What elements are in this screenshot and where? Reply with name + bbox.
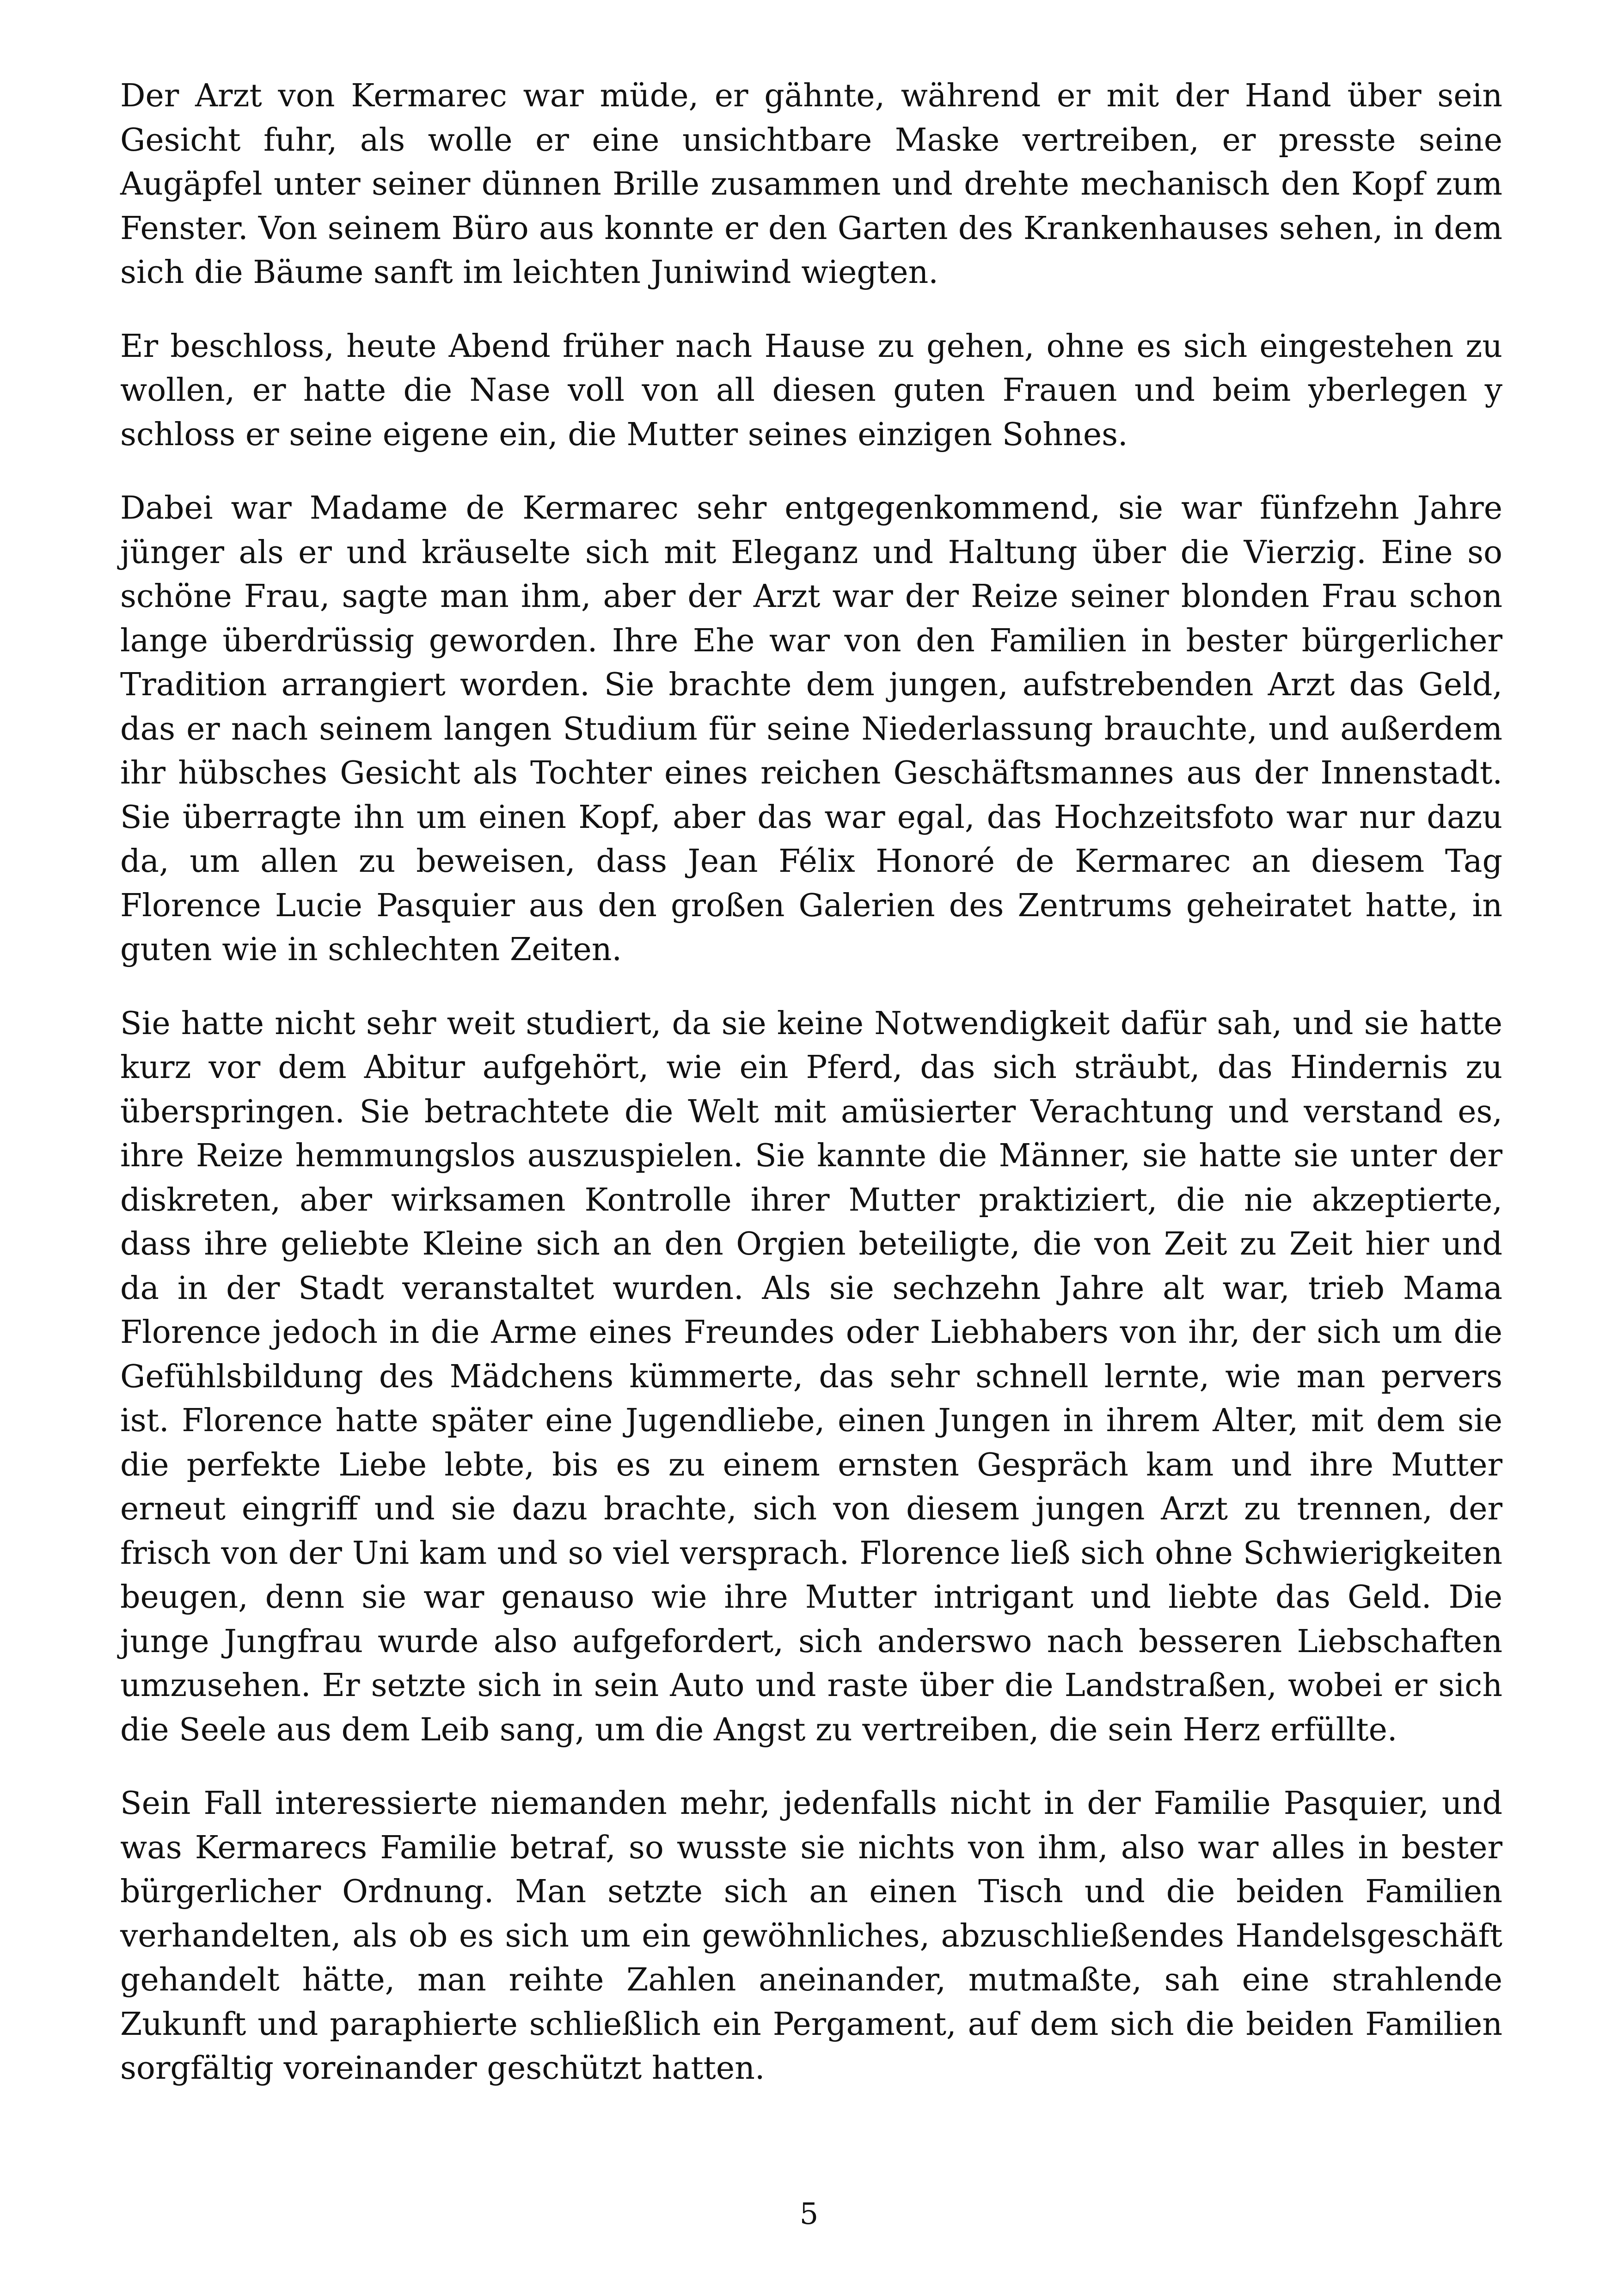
paragraph-4: Sie hatte nicht sehr weit studiert, da sie keine Notwendigkeit dafür sah, und sie hatte kurz vor dem Abitur aufgehört, wie ein Pferd, das sich sträubt, das Hindernis zu überspringen. Sie betrachtete die Welt mit amüsierter Verachtung und verstand es, ihre Reize hemmungslos auszuspielen. Sie kannte die Männer, sie hatte sie unter der diskreten, aber wirksamen Kontrolle ihrer Mutter praktiziert, die nie akzeptierte, dass ihre geliebte Kleine sich an den Orgien beteiligte, die von Zeit zu Zeit hier und da in der Stadt veranstaltet wurden. Als sie sechzehn Jahre alt war, trieb Mama Florence jedoch in die Arme eines Freundes oder Liebhabers von ihr, der sich um die Gefühlsbildung des Mädchens kümmerte, das sehr schnell lernte, wie man pervers ist. Florence hatte später eine Jugendliebe, einen Jungen in ihrem Alter, mit dem sie die perfekte Liebe lebte, bis es zu einem ernsten Gespräch kam und ihre Mutter erneut eingriff und sie dazu brachte, sich von diesem jungen Arzt zu trennen, der frisch von der Uni kam und so viel versprach. Florence ließ sich ohne Schwierigkeiten beugen, denn sie war genauso wie ihre Mutter intrigant und liebte das Geld. Die junge Jungfrau wurde also aufgefordert, sich anderswo nach besseren Liebschaften umzusehen. Er setzte sich in sein Auto und raste über die Landstraßen, wobei er sich die Seele aus dem Leib sang, um die Angst zu vertreiben, die sein Herz erfüllte.	[120, 1005, 1502, 1748]
paragraph-3: Dabei war Madame de Kermarec sehr entgegenkommend, sie war fünfzehn Jahre jünger als er und kräuselte sich mit Eleganz und Haltung über die Vierzig. Eine so schöne Frau, sagte man ihm, aber der Arzt war der Reize seiner blonden Frau schon lange überdrüssig geworden. Ihre Ehe war von den Familien in bester bürgerlicher Tradition arrangiert worden. Sie brachte dem jungen, aufstrebenden Arzt das Geld, das er nach seinem langen Studium für seine Niederlassung brauchte, und außerdem ihr hübsches Gesicht als Tochter eines reichen Geschäftsmannes aus der Innenstadt. Sie überragte ihn um einen Kopf, aber das war egal, das Hochzeitsfoto war nur dazu da, um allen zu beweisen, dass Jean Félix Honoré de Kermarec an diesem Tag Florence Lucie Pasquier aus den großen Galerien des Zentrums geheiratet hatte, in guten wie in schlechten Zeiten.	[120, 490, 1502, 968]
paragraph-1: Der Arzt von Kermarec war müde, er gähnte, während er mit der Hand über sein Gesicht fuhr, als wolle er eine unsichtbare Maske vertreiben, er presste seine Augäpfel unter seiner dünnen Brille zusammen und drehte mechanisch den Kopf zum Fenster. Von seinem Büro aus konnte er den Garten des Krankenhauses sehen, in dem sich die Bäume sanft im leichten Juniwind wiegten.	[120, 78, 1502, 291]
page-number: 5	[799, 2197, 819, 2231]
paragraph-5: Sein Fall interessierte niemanden mehr, jedenfalls nicht in der Familie Pasquier, und was Kermarecs Familie betraf, so wusste sie nichts von ihm, also war alles in bester bürgerlicher Ordnung. Man setzte sich an einen Tisch und die beiden Familien verhandelten, als ob es sich um ein gewöhnliches, abzuschließendes Handelsgeschäft gehandelt hätte, man reihte Zahlen aneinander, mutmaßte, sah eine strahlende Zukunft und paraphierte schließlich ein Pergament, auf dem sich die beiden Familien sorgfältig voreinander geschützt hatten.	[120, 1785, 1502, 2087]
document-page	[120, 74, 1502, 2120]
paragraph-2: Er beschloss, heute Abend früher nach Hause zu gehen, ohne es sich eingestehen zu wollen, er hatte die Nase voll von all diesen guten Frauen und beim yberlegen y schloss er seine eigene ein, die Mutter seines einzigen Sohnes.	[120, 328, 1502, 453]
